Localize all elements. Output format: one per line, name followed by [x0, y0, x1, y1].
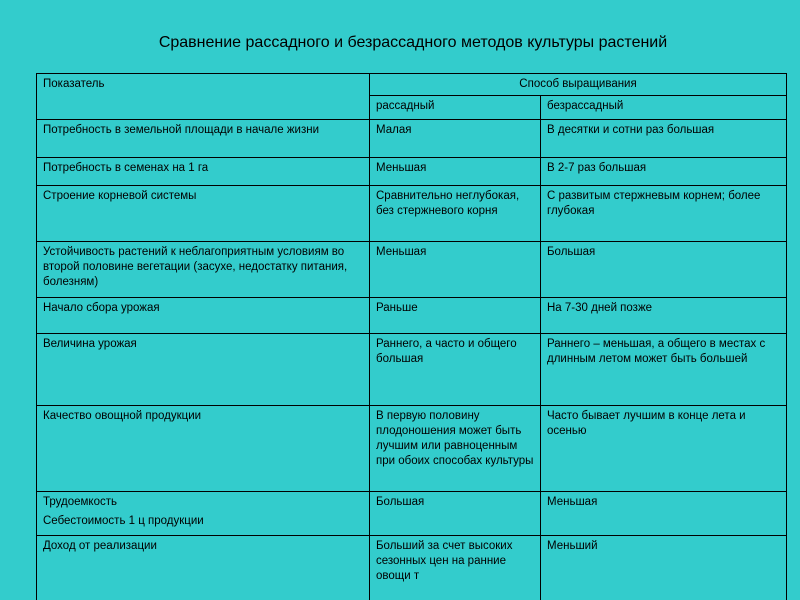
cell-seedling: Раннего, а часто и общего большая	[370, 334, 541, 406]
cell-indicator: Устойчивость растений к неблагоприятным условиям во второй половине вегетации (засухе, недостатку питания, болезням)	[37, 242, 370, 298]
comparison-table	[36, 73, 787, 600]
cell-indicator: Величина урожая	[37, 334, 370, 406]
cell-seedling: Больший за счет высоких сезонных цен на ранние овощи т	[370, 536, 541, 600]
header-row	[37, 74, 787, 96]
cell-seedling: Большая	[370, 492, 541, 536]
cell-indicator: Начало сбора урожая	[37, 298, 370, 334]
indicator-cost: Себестоимость 1 ц продукции	[43, 515, 204, 527]
cell-seedling: В первую половину плодоношения может быть лучшим или равноценным при обоих способах культуры	[370, 406, 541, 492]
table-row	[37, 298, 787, 334]
cell-direct: Большая	[541, 242, 787, 298]
table-row	[37, 242, 787, 298]
cell-indicator: Потребность в земельной площади в начале жизни	[37, 120, 370, 158]
table-row	[37, 120, 787, 158]
table-row	[37, 536, 787, 600]
cell-direct: Раннего – меньшая, а общего в местах с длинным летом может быть большей	[541, 334, 787, 406]
cell-direct: В десятки и сотни раз большая	[541, 120, 787, 158]
table-row	[37, 186, 787, 242]
cell-direct: С развитым стержневым корнем; более глубокая	[541, 186, 787, 242]
cell-seedling: Меньшая	[370, 242, 541, 298]
cell-indicator: Качество овощной продукции	[37, 406, 370, 492]
cell-seedling: Раньше	[370, 298, 541, 334]
table-row	[37, 158, 787, 186]
cell-direct: В 2-7 раз большая	[541, 158, 787, 186]
table-row	[37, 492, 787, 536]
cell-direct: Меньшая	[541, 492, 787, 536]
header-method: Способ выращивания	[370, 74, 787, 96]
cell-direct: Часто бывает лучшим в конце лета и осенью	[541, 406, 787, 492]
slide-title: Сравнение рассадного и безрассадного методов культуры растений	[158, 34, 668, 51]
cell-indicator: Доход от реализации	[37, 536, 370, 600]
header-indicator: Показатель	[37, 74, 370, 120]
cell-indicator: Потребность в семенах на 1 га	[37, 158, 370, 186]
table-row	[37, 406, 787, 492]
table-row	[37, 334, 787, 406]
cell-direct: Меньший	[541, 536, 787, 600]
cell-indicator	[37, 492, 370, 536]
indicator-labor: Трудоемкость	[43, 496, 117, 508]
cell-direct: На 7-30 дней позже	[541, 298, 787, 334]
cell-seedling: Сравнительно неглубокая, без стержневого корня	[370, 186, 541, 242]
cell-seedling: Малая	[370, 120, 541, 158]
cell-indicator: Строение корневой системы	[37, 186, 370, 242]
header-direct: безрассадный	[541, 96, 787, 120]
header-seedling: рассадный	[370, 96, 541, 120]
cell-seedling: Меньшая	[370, 158, 541, 186]
